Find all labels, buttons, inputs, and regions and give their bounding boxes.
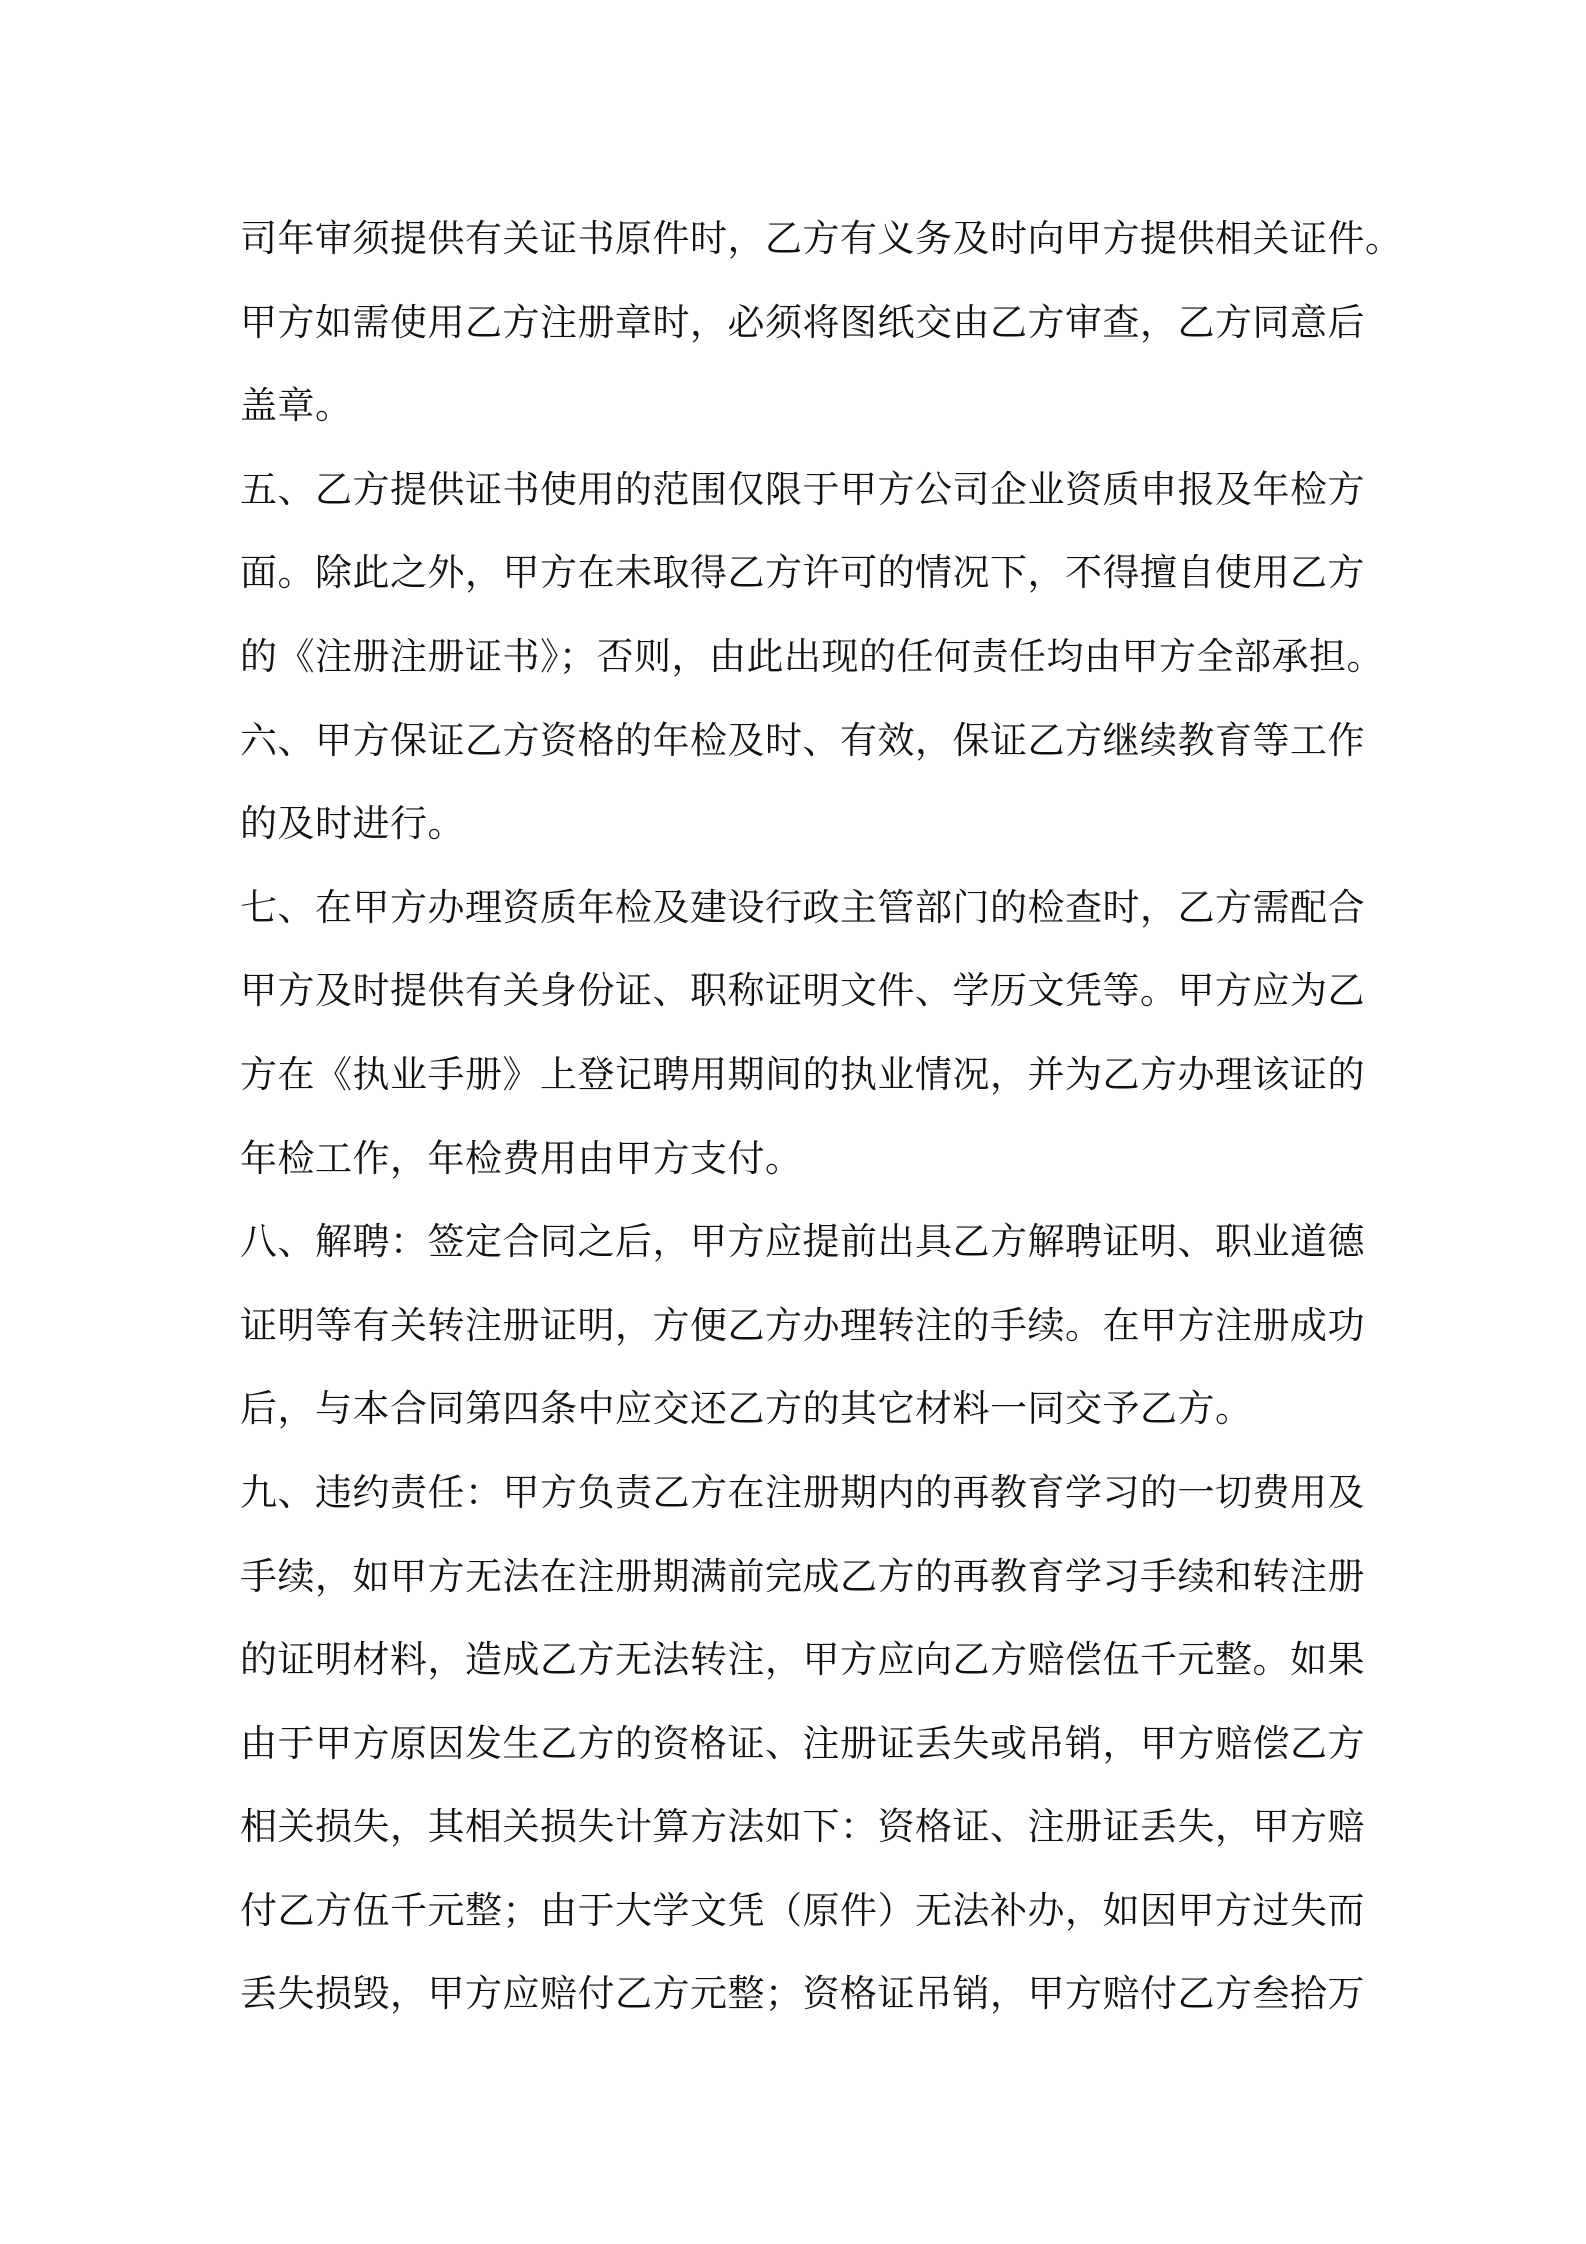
text-line: 六、甲方保证乙方资格的年检及时、有效，保证乙方继续教育等工作 (240, 718, 1365, 762)
text-line: 司年审须提供有关证书原件时，乙方有义务及时向甲方提供相关证件。 (240, 217, 1403, 260)
text-line: 方在《执业手册》上登记聘用期间的执业情况，并为乙方办理该证的 (240, 1052, 1365, 1096)
text-line: 付乙方伍千元整；由于大学文凭（原件）无法补办，如因甲方过失而 (240, 1888, 1365, 1932)
text-line: 手续，如甲方无法在注册期满前完成乙方的再教育学习手续和转注册 (240, 1554, 1365, 1598)
text-line: 五、乙方提供证书使用的范围仅限于甲方公司企业资质申报及年检方 (240, 467, 1365, 511)
text-line: 的证明材料，造成乙方无法转注，甲方应向乙方赔偿伍千元整。如果 (240, 1638, 1365, 1682)
text-line: 面。除此之外，甲方在未取得乙方许可的情况下，不得擅自使用乙方 (240, 551, 1365, 595)
text-line: 甲方如需使用乙方注册章时，必须将图纸交由乙方审查，乙方同意后 (240, 300, 1365, 344)
text-line: 八、解聘：签定合同之后，甲方应提前出具乙方解聘证明、职业道德 (240, 1220, 1365, 1264)
text-line: 七、在甲方办理资质年检及建设行政主管部门的检查时，乙方需配合 (240, 885, 1365, 929)
text-line: 证明等有关转注册证明，方便乙方办理转注的手续。在甲方注册成功 (240, 1303, 1365, 1347)
text-line: 后，与本合同第四条中应交还乙方的其它材料一同交予乙方。 (240, 1387, 1253, 1431)
text-line: 的《注册注册证书》；否则，由此出现的任何责任均由甲方全部承担。 (240, 634, 1384, 678)
text-line: 盖章。 (240, 384, 353, 428)
text-line: 相关损失，其相关损失计算方法如下：资格证、注册证丢失，甲方赔 (240, 1805, 1365, 1849)
text-line: 的及时进行。 (240, 802, 465, 846)
text-line: 年检工作，年检费用由甲方支付。 (240, 1136, 803, 1180)
text-line: 九、违约责任：甲方负责乙方在注册期内的再教育学习的一切费用及 (240, 1470, 1365, 1514)
contract-body-text (240, 197, 1403, 2036)
text-line: 甲方及时提供有关身份证、职称证明文件、学历文凭等。甲方应为乙 (240, 969, 1365, 1013)
text-line: 由于甲方原因发生乙方的资格证、注册证丢失或吊销，甲方赔偿乙方 (240, 1721, 1365, 1765)
text-line: 丢失损毁，甲方应赔付乙方元整；资格证吊销，甲方赔付乙方叁拾万 (240, 1972, 1365, 2016)
